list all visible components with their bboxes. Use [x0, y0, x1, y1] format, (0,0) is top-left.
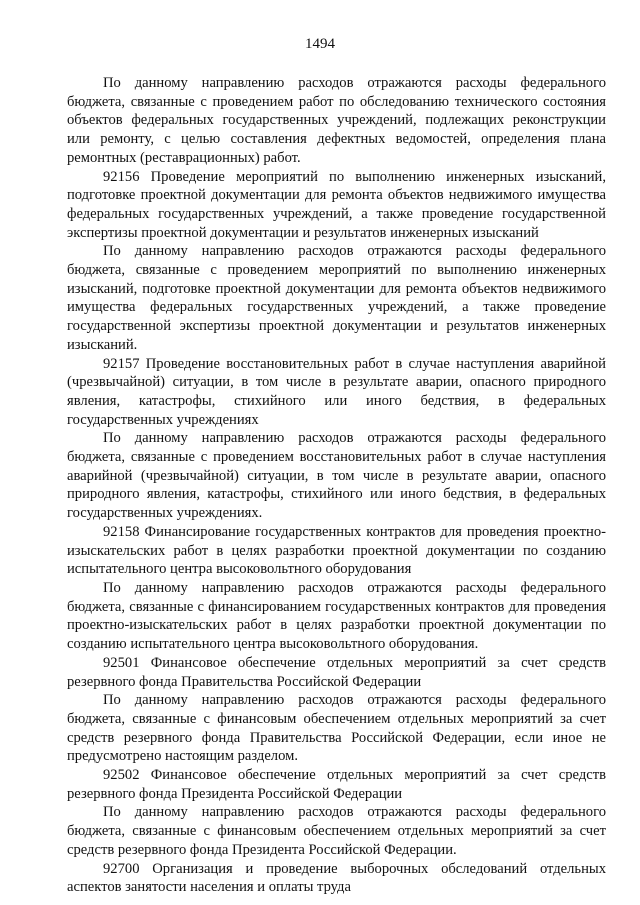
- paragraph-3: По данному направлению расходов отражаются расходы федерального бюджета, связанные с проведением мероприятий по выполнению инженерных изысканий, подготовке проектной документации для ремонта объектов недвижимого имущества федеральных государственных учреждений, а также проведение государственной экспертизы проектной документации и результатов инженерных изысканий.: [67, 243, 606, 353]
- paragraph-9: По данному направлению расходов отражаются расходы федерального бюджета, связанные с финансовым обеспечением отдельных мероприятий за счет средств резервного фонда Правительства Российской Федерации, если иное не предусмотрено настоящим разделом.: [67, 692, 606, 765]
- paragraph-1: По данному направлению расходов отражаются расходы федерального бюджета, связанные с проведением работ по обследованию технического состояния объектов федеральных государственных учреждений, подлежащих реконструкции или ремонту, с целью составления дефектных ведомостей, определения плана ремонтных (реставрационных) работ.: [67, 75, 606, 166]
- page-number: 1494: [305, 36, 335, 52]
- paragraph-12: 92700 Организация и проведение выборочных обследований отдельных аспектов занятости населения и оплаты труда: [67, 860, 606, 896]
- paragraph-2: 92156 Проведение мероприятий по выполнению инженерных изысканий, подготовке проектной документации для ремонта объектов недвижимого имущества федеральных государственных учреждений, а также проведение государственной экспертизы проектной документации и результатов инженерных изысканий: [67, 168, 606, 241]
- paragraph-6: 92158 Финансирование государственных контрактов для проведения проектно-изыскательских работ в целях разработки проектной документации по созданию испытательного центра высоковольтного оборудования: [67, 523, 606, 578]
- paragraph-5: По данному направлению расходов отражаются расходы федерального бюджета, связанные с проведением восстановительных работ в случае наступления аварийной (чрезвычайной) ситуации, в том числе в результате аварии, опасного природного явления, катастрофы, стихийного или иного бедствия, в федеральных государственных учреждениях.: [67, 430, 606, 522]
- page-body: [67, 74, 606, 897]
- paragraph-8: 92501 Финансовое обеспечение отдельных мероприятий за счет средств резервного фонда Правительства Российской Федерации: [67, 654, 606, 690]
- paragraph-7: По данному направлению расходов отражаются расходы федерального бюджета, связанные с финансированием государственных контрактов для проведения проектно-изыскательских работ в целях разработки проектной документации по созданию испытательного центра высоковольтного оборудования.: [67, 579, 606, 653]
- paragraph-10: 92502 Финансовое обеспечение отдельных мероприятий за счет средств резервного фонда Президента Российской Федерации: [67, 767, 606, 802]
- paragraph-11: По данному направлению расходов отражаются расходы федерального бюджета, связанные с финансовым обеспечением отдельных мероприятий за счет средств резервного фонда Президента Российской Федерации.: [67, 804, 606, 858]
- paragraph-4: 92157 Проведение восстановительных работ в случае наступления аварийной (чрезвычайной) ситуации, в том числе в результате аварии, опасного природного явления, катастрофы, стихийного или иного бедствия, в федеральных государственных учреждениях: [67, 355, 606, 428]
